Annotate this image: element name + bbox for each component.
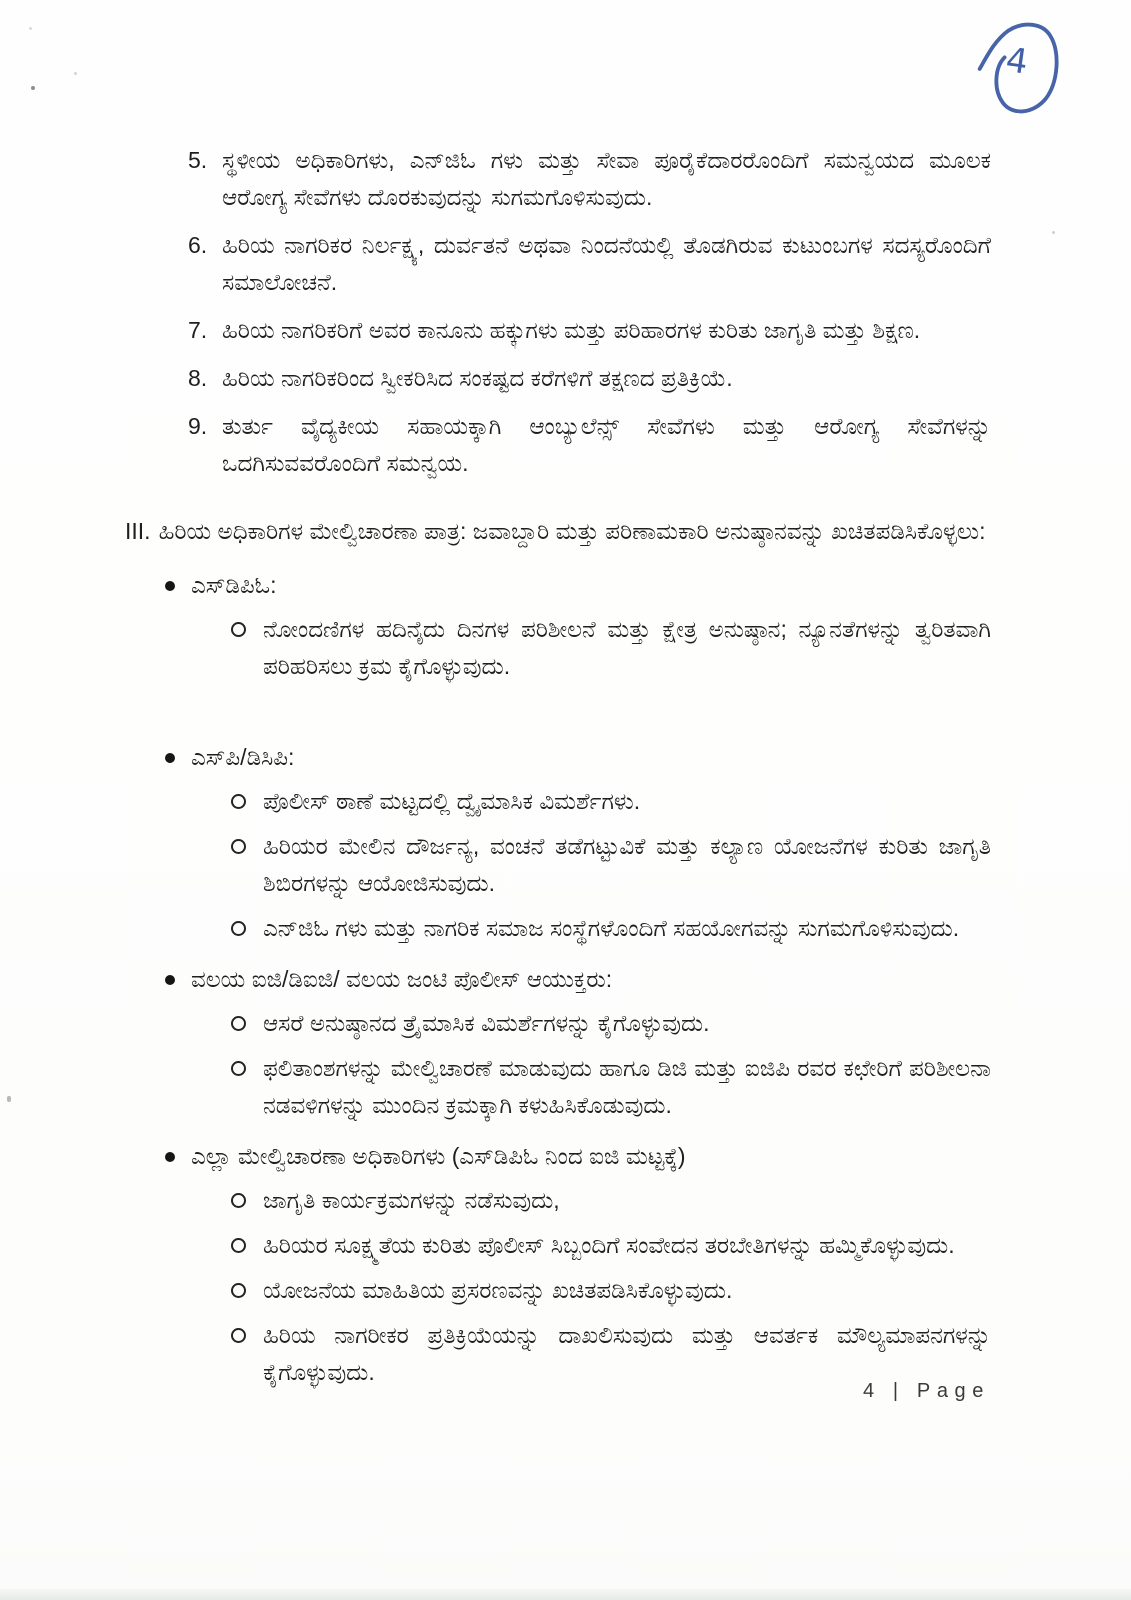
sub-item [231,783,991,820]
item-text: ಹಿರಿಯ ನಾಗರಿಕರಿಂದ ಸ್ವೀಕರಿಸಿದ ಸಂಕಷ್ಟದ ಕರೆಗಳಿಗೆ ತಕ್ಷಣದ ಪ್ರತಿಕ್ರಿಯೆ. [222,365,733,391]
list-item-6 [188,227,991,301]
sub-item [231,1182,991,1219]
item-text: ಹಿರಿಯ ನಾಗರಿಕರ ನಿರ್ಲಕ್ಷ್ಯ, ದುರ್ವತನೆ ಅಥವಾ ನಿಂದನೆಯಲ್ಲಿ ತೊಡಗಿರುವ ಕುಟುಂಬಗಳ ಸದಸ್ಯರೊಂದಿಗೆ ಸಮಾಲೋಚನೆ. [222,232,991,295]
bullet-disc-icon [165,1152,175,1162]
section-number: III. [125,518,151,544]
bullet-group-sdpo [125,567,991,685]
sub-item-text: ಆಸರೆ ಅನುಷ್ಠಾನದ ತ್ರೈಮಾಸಿಕ ವಿಮರ್ಶೆಗಳನ್ನು ಕೈಗೊಳ್ಳುವುದು. [263,1010,710,1036]
item-number: 6. [188,232,208,258]
bullet-label: ಎಲ್ಲಾ ಮೇಲ್ವಿಚಾರಣಾ ಅಧಿಕಾರಿಗಳು (ಎಸ್‌ಡಿಪಿಓ ನಿಂದ ಐಜಿ ಮಟ್ಟಕ್ಕೆ) [191,1143,686,1169]
numbered-list [188,142,991,482]
item-number: 8. [188,365,208,391]
item-number: 9. [188,413,208,439]
list-item-7 [188,312,991,349]
sub-item-text: ಯೋಜನೆಯ ಮಾಹಿತಿಯ ಪ್ರಸರಣವನ್ನು ಖಚಿತಪಡಿಸಿಕೊಳ್ಳುವುದು. [263,1277,733,1303]
sub-item-text: ಪೊಲೀಸ್ ಠಾಣೆ ಮಟ್ಟದಲ್ಲಿ ದ್ವೈಮಾಸಿಕ ವಿಮರ್ಶೆಗಳು. [263,788,641,814]
section-heading [125,513,991,550]
bullet-circle-icon [231,1238,246,1253]
item-text: ತುರ್ತು ವೈದ್ಯಕೀಯ ಸಹಾಯಕ್ಕಾಗಿ ಆಂಬ್ಯುಲೆನ್ಸ್ ಸೇವೆಗಳು ಮತ್ತು ಆರೋಗ್ಯ ಸೇವೆಗಳನ್ನು ಒದಗಿಸುವವರೊಂದಿಗೆ ಸಮನ್ವಯ. [222,413,991,476]
bullet-disc-icon [165,581,175,591]
bullet-circle-icon [231,1193,246,1208]
sub-item [231,828,991,902]
sub-item-text: ಎನ್‌ಜಿಓ ಗಳು ಮತ್ತು ನಾಗರಿಕ ಸಮಾಜ ಸಂಸ್ಥೆಗಳೊಂದಿಗೆ ಸಹಯೋಗವನ್ನು ಸುಗಮಗೊಳಿಸುವುದು. [263,915,960,941]
bullet-circle-icon [231,1016,246,1031]
document-body [125,142,991,1405]
bullet-circle-icon [231,1061,246,1076]
sub-item-text: ಹಿರಿಯ ನಾಗರೀಕರ ಪ್ರತಿಕ್ರಿಯೆಯನ್ನು ದಾಖಲಿಸುವುದು ಮತ್ತು ಆವರ್ತಕ ಮೌಲ್ಯಮಾಪನಗಳನ್ನು ಕೈಗೊಳ್ಳುವುದು. [263,1322,991,1385]
scan-speck [29,27,32,30]
sub-item-text: ಹಿರಿಯರ ಮೇಲಿನ ದೌರ್ಜನ್ಯ, ವಂಚನೆ ತಡೆಗಟ್ಟುವಿಕೆ ಮತ್ತು ಕಲ್ಯಾಣ ಯೋಜನೆಗಳ ಕುರಿತು ಜಾಗೃತಿ ಶಿಬಿರಗಳನ್ನು ಆಯೋಜಿಸುವುದು. [263,833,991,896]
sub-item [231,1050,991,1124]
list-item-9 [188,408,991,482]
sub-item [231,1005,991,1042]
bullet-label-row [165,961,991,998]
scan-speck [1052,231,1055,234]
handwritten-page-mark [972,16,1064,118]
scan-speck [514,344,516,349]
sub-item-text: ಫಲಿತಾಂಶಗಳನ್ನು ಮೇಲ್ವಿಚಾರಣೆ ಮಾಡುವುದು ಹಾಗೂ ಡಿಜಿ ಮತ್ತು ಐಜಿಪಿ ರವರ ಕಛೇರಿಗೆ ಪರಿಶೀಲನಾ ನಡವಳಿಗಳನ್ನು ಮುಂದಿನ ಕ್ರಮಕ್ಕಾಗಿ ಕಳುಹಿಸಿಕೊಡುವುದು. [263,1055,991,1118]
sub-item-text: ಜಾಗೃತಿ ಕಾರ್ಯಕ್ರಮಗಳನ್ನು ನಡೆಸುವುದು, [263,1187,560,1213]
bullet-label: ಎಸ್‌ಪಿ/ಡಿಸಿಪಿ: [191,744,295,770]
list-item-5 [188,142,991,216]
sub-item-text: ಹಿರಿಯರ ಸೂಕ್ಷ್ಮತೆಯ ಕುರಿತು ಪೊಲೀಸ್ ಸಿಬ್ಬಂದಿಗೆ ಸಂವೇದನ ತರಬೇತಿಗಳನ್ನು ಹಮ್ಮಿಕೊಳ್ಳುವುದು. [263,1232,955,1258]
bullet-circle-icon [231,794,246,809]
sub-item [231,910,991,947]
bullet-circle-icon [231,622,246,637]
bullet-disc-icon [165,753,175,763]
item-number: 5. [188,147,208,173]
bullet-group-all-officers [125,1138,991,1391]
sub-item [231,1227,991,1264]
bullet-disc-icon [165,975,175,985]
item-text: ಹಿರಿಯ ನಾಗರಿಕರಿಗೆ ಅವರ ಕಾನೂನು ಹಕ್ಕುಗಳು ಮತ್ತು ಪರಿಹಾರಗಳ ಕುರಿತು ಜಾಗೃತಿ ಮತ್ತು ಶಿಕ್ಷಣ. [222,317,921,343]
bullet-label-row [165,1138,991,1175]
scanner-bottom-edge [0,1589,1131,1600]
scan-speck [31,86,35,90]
bullet-group-zonal-ig [125,961,991,1124]
scan-speck [7,1096,11,1102]
bullet-label-row [165,739,991,776]
sub-item [231,1272,991,1309]
sub-item [231,611,991,685]
bullet-label-row [165,567,991,604]
bullet-label: ಎಸ್‌ಡಿಪಿಓ: [191,572,277,598]
handwritten-number: 4 [1003,40,1031,83]
bullet-circle-icon [231,921,246,936]
item-text: ಸ್ಥಳೀಯ ಅಧಿಕಾರಿಗಳು, ಎನ್‌ಜಿಓ ಗಳು ಮತ್ತು ಸೇವಾ ಪೂರೈಕೆದಾರರೊಂದಿಗೆ ಸಮನ್ವಯದ ಮೂಲಕ ಆರೋಗ್ಯ ಸೇವೆಗಳು ದೊರಕುವುದನ್ನು ಸುಗಮಗೊಳಿಸುವುದು. [222,147,991,210]
bullet-label: ವಲಯ ಐಜಿ/ಡಿಐಜಿ/ ವಲಯ ಜಂಟಿ ಪೊಲೀಸ್ ಆಯುಕ್ತರು: [191,966,613,992]
bullet-circle-icon [231,1328,246,1343]
bullet-circle-icon [231,1283,246,1298]
bullet-circle-icon [231,839,246,854]
bullet-group-sp-dcp [125,739,991,947]
page-footer-label: 4 | Page [863,1380,990,1402]
sub-item-text: ನೋಂದಣಿಗಳ ಹದಿನೈದು ದಿನಗಳ ಪರಿಶೀಲನೆ ಮತ್ತು ಕ್ಷೇತ್ರ ಅನುಷ್ಠಾನ; ನ್ಯೂನತೆಗಳನ್ನು ತ್ವರಿತವಾಗಿ ಪರಿಹರಿಸಲು ಕ್ರಮ ಕೈಗೊಳ್ಳುವುದು. [263,616,991,679]
item-number: 7. [188,317,208,343]
scan-speck [74,72,77,75]
list-item-8 [188,360,991,397]
section-title: ಹಿರಿಯ ಅಧಿಕಾರಿಗಳ ಮೇಲ್ವಿಚಾರಣಾ ಪಾತ್ರ: ಜವಾಬ್ದಾರಿ ಮತ್ತು ಪರಿಣಾಮಕಾರಿ ಅನುಷ್ಠಾನವನ್ನು ಖಚಿತಪಡಿಸಿಕೊಳ್ಳಲು: [158,518,986,544]
